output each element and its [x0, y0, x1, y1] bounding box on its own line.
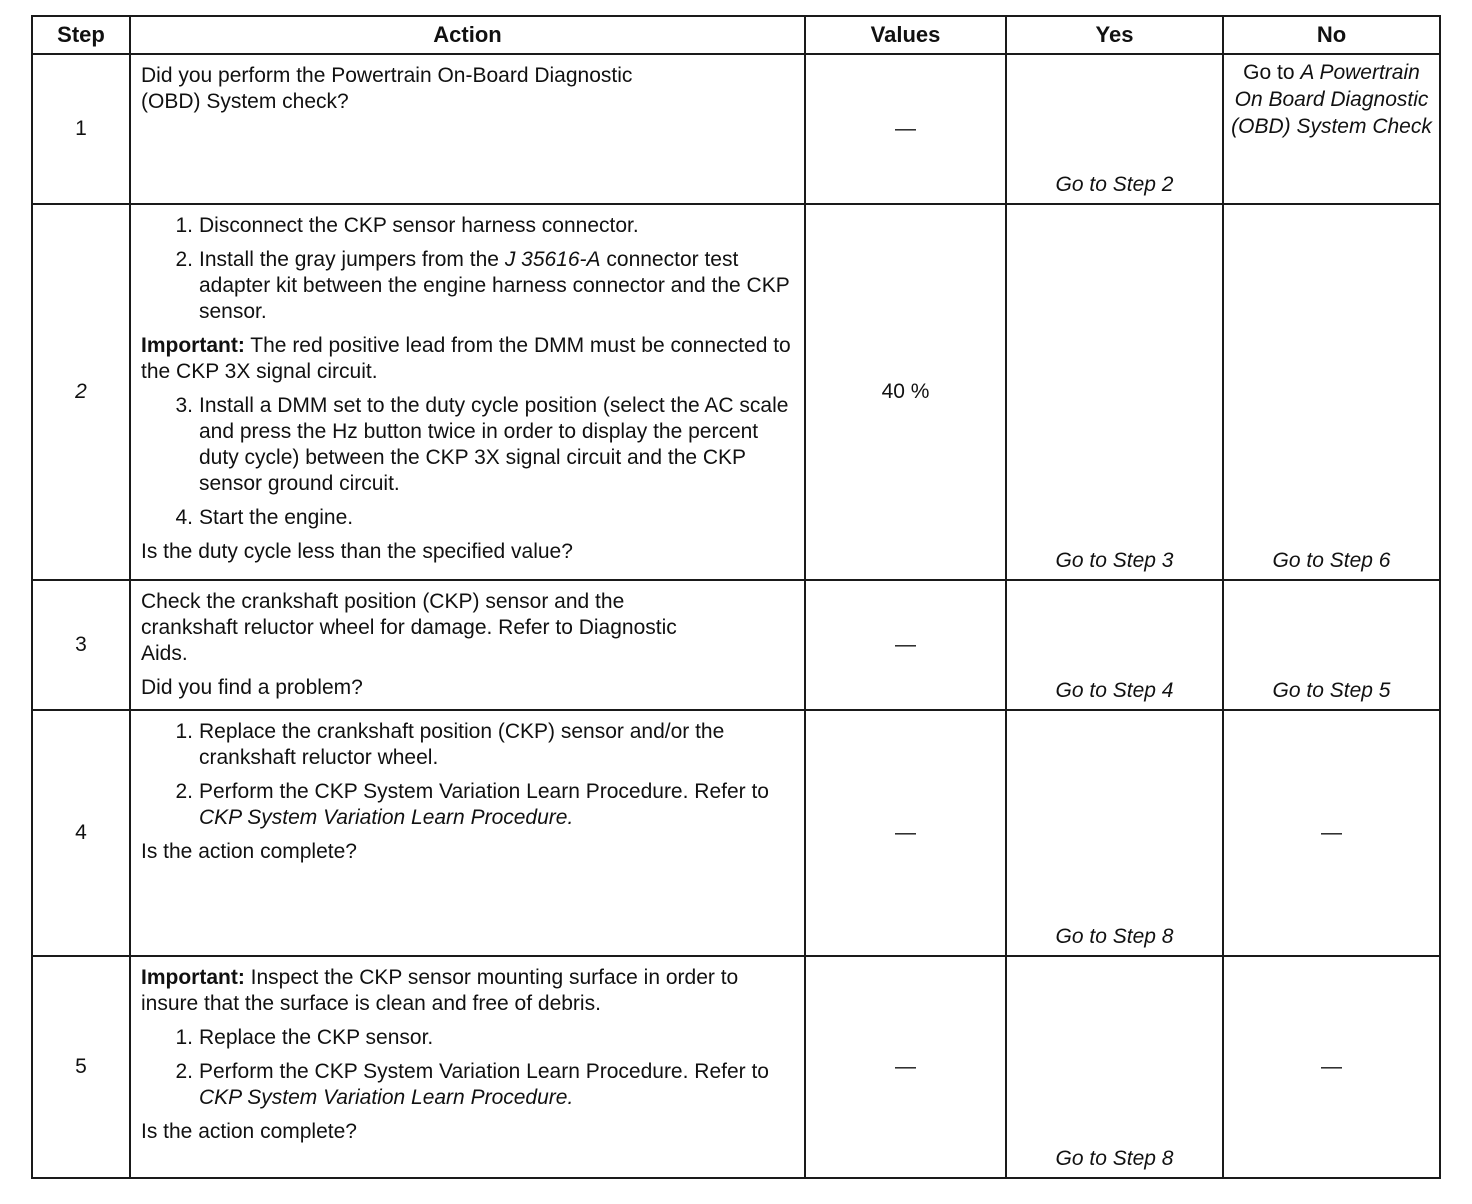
header-no: No [1223, 16, 1440, 54]
header-row [32, 16, 1440, 54]
step-number: 3 [32, 580, 130, 710]
no-cell [1223, 54, 1440, 204]
action-cell [130, 956, 805, 1178]
action-question: Did you find a problem? [141, 676, 363, 699]
action-list [141, 393, 794, 531]
procedure-link[interactable]: CKP System Variation Learn Procedure. [199, 1086, 574, 1109]
step-number: 4 [32, 710, 130, 956]
action-list [141, 213, 794, 325]
table-row [32, 54, 1440, 204]
step-number: 2 [32, 204, 130, 580]
table-row [32, 204, 1440, 580]
table-row [32, 580, 1440, 710]
important-note: Important: The red positive lead from the DMM must be connected to the CKP 3X signal circuit. [141, 334, 791, 383]
action-list [141, 719, 794, 831]
action-question: Is the action complete? [141, 840, 357, 863]
no-cell: — [1223, 710, 1440, 956]
header-values: Values [805, 16, 1006, 54]
header-step: Step [32, 16, 130, 54]
action-cell [130, 710, 805, 956]
yes-link[interactable]: Go to Step 4 [1006, 580, 1223, 710]
step-number: 5 [32, 956, 130, 1178]
header-action: Action [130, 16, 805, 54]
yes-link[interactable]: Go to Step 8 [1006, 710, 1223, 956]
action-cell [130, 580, 805, 710]
table-row [32, 710, 1440, 956]
no-link[interactable]: Go to Step 5 [1223, 580, 1440, 710]
yes-link[interactable]: Go to Step 8 [1006, 956, 1223, 1178]
list-item: 4. Start the engine. [175, 506, 354, 529]
list-item: 2. Perform the CKP System Variation Learn Procedure. Refer to CKP System Variation Learn Procedure. [175, 1060, 769, 1109]
no-prefix: Go to [1243, 61, 1295, 84]
action-text: Did you perform the Powertrain On-Board Diagnostic (OBD) System check? [141, 64, 633, 113]
yes-link[interactable]: Go to Step 2 [1006, 54, 1223, 204]
tool-ref: J 35616-A [504, 248, 601, 271]
value-cell: — [805, 580, 1006, 710]
procedure-link[interactable]: CKP System Variation Learn Procedure. [199, 806, 574, 829]
list-item: 2. Install the gray jumpers from the J 35616-A connector test adapter kit between the engine harness connector and the CKP sensor. [175, 248, 790, 323]
action-question: Is the action complete? [141, 1120, 357, 1143]
step-number: 1 [32, 54, 130, 204]
table-row [32, 956, 1440, 1178]
no-link[interactable]: Go to Step 6 [1223, 204, 1440, 580]
list-item: 1. Replace the CKP sensor. [175, 1026, 434, 1049]
list-item: 3. Install a DMM set to the duty cycle position (select the AC scale and press the Hz button twice in order to display the percent duty cycle) between the CKP 3X signal circuit and the CKP sensor ground circuit. [175, 394, 789, 495]
action-cell [130, 204, 805, 580]
diagnostic-table [31, 15, 1441, 1179]
action-question: Is the duty cycle less than the specified value? [141, 540, 573, 563]
value-cell: — [805, 956, 1006, 1178]
important-note: Important: Inspect the CKP sensor mounting surface in order to insure that the surface is clean and free of debris. [141, 966, 739, 1015]
value-cell: — [805, 710, 1006, 956]
list-item: 1. Replace the crankshaft position (CKP) sensor and/or the crankshaft reluctor wheel. [175, 720, 725, 769]
list-item: 1. Disconnect the CKP sensor harness connector. [175, 214, 639, 237]
action-list [141, 1025, 794, 1111]
list-item: 2. Perform the CKP System Variation Learn Procedure. Refer to CKP System Variation Learn Procedure. [175, 780, 769, 829]
value-cell: — [805, 54, 1006, 204]
no-cell: — [1223, 956, 1440, 1178]
no-link[interactable]: A Powertrain On Board Diagnostic (OBD) System Check [1231, 61, 1432, 138]
action-text: Check the crankshaft position (CKP) sensor and the crankshaft reluctor wheel for damage. Refer to Diagnostic Aids. [141, 590, 677, 665]
action-cell [130, 54, 805, 204]
value-cell: 40 % [805, 204, 1006, 580]
header-yes: Yes [1006, 16, 1223, 54]
yes-link[interactable]: Go to Step 3 [1006, 204, 1223, 580]
